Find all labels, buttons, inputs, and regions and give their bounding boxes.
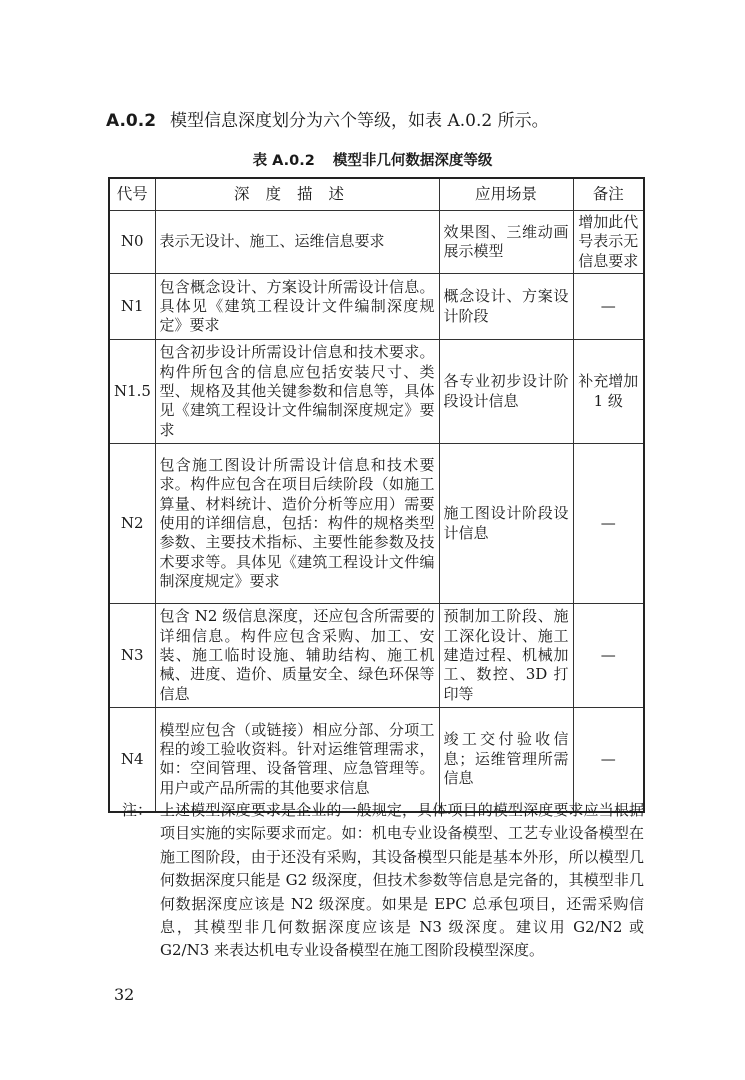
table-footnote xyxy=(122,799,644,963)
page-number: 32 xyxy=(114,985,135,1004)
table-caption xyxy=(0,151,745,171)
row-scenario: 概念设计、方案设计阶段 xyxy=(439,274,573,340)
row-code: N3 xyxy=(109,604,155,708)
header-description: 深度描述 xyxy=(155,178,439,211)
header-code: 代号 xyxy=(109,178,155,211)
table-row xyxy=(109,340,644,444)
row-note: 增加此代号表示无信息要求 xyxy=(573,211,644,274)
section-text: 模型信息深度划分为六个等级，如表 A.0.2 所示。 xyxy=(170,111,549,131)
table-row xyxy=(109,444,644,604)
footnote-text: 上述模型深度要求是企业的一般规定，具体项目的模型深度要求应当根据项目实施的实际要求而定。如：机电专业设备模型、工艺专业设备模型在施工图阶段，由于还没有采购，其设备模型只能是基本外形，所以模型几何数据深度只能是 G2 级深度，但技术参数等信息是完备的，其模型非几何数据深度应该是 N2 级深度。如果是 EPC 总承包项目，还需采购信息，其模型非几何数据深度应该是 N3 级深度。建议用 G2/N2 或 G2/N3 来表达机电专业设备模型在施工图阶段模型深度。 xyxy=(160,801,644,960)
row-code: N1.5 xyxy=(109,340,155,444)
header-scenario: 应用场景 xyxy=(439,178,573,211)
table-caption-number: 表 A.0.2 xyxy=(252,153,315,169)
row-note: — xyxy=(573,604,644,708)
table-header-row xyxy=(109,178,644,211)
row-code: N2 xyxy=(109,444,155,604)
row-scenario: 各专业初步设计阶段设计信息 xyxy=(439,340,573,444)
table-row xyxy=(109,274,644,340)
table-row xyxy=(109,211,644,274)
table-row xyxy=(109,708,644,812)
row-note: — xyxy=(573,708,644,812)
row-description: 包含初步设计所需设计信息和技术要求。构件所包含的信息应包括安装尺寸、类型、规格及其他关键参数和信息等，具体见《建筑工程设计文件编制深度规定》要求 xyxy=(155,340,439,444)
row-description: 模型应包含（或链接）相应分部、分项工程的竣工验收资料。针对运维管理需求，如：空间管理、设备管理、应急管理等。用户或产品所需的其他要求信息 xyxy=(155,708,439,812)
row-code: N0 xyxy=(109,211,155,274)
row-scenario: 竣工交付验收信息；运维管理所需信息 xyxy=(439,708,573,812)
row-description: 包含 N2 级信息深度，还应包含所需要的详细信息。构件应包含采购、加工、安装、施工临时设施、辅助结构、施工机械、进度、造价、质量安全、绿色环保等信息 xyxy=(155,604,439,708)
row-code: N4 xyxy=(109,708,155,812)
row-scenario: 预制加工阶段、施工深化设计、施工建造过程、机械加工、数控、3D 打印等 xyxy=(439,604,573,708)
table-row xyxy=(109,604,644,708)
row-note: — xyxy=(573,444,644,604)
row-scenario: 效果图、三维动画展示模型 xyxy=(439,211,573,274)
section-heading xyxy=(106,108,666,134)
header-note: 备注 xyxy=(573,178,644,211)
depth-table xyxy=(108,177,645,813)
row-code: N1 xyxy=(109,274,155,340)
row-description: 包含施工图设计所需设计信息和技术要求。构件应包含在项目后续阶段（如施工算量、材料统计、造价分析等应用）需要使用的详细信息，包括：构件的规格类型参数、主要技术指标、主要性能参数及技术要求等。具体见《建筑工程设计文件编制深度规定》要求 xyxy=(155,444,439,604)
row-scenario: 施工图设计阶段设计信息 xyxy=(439,444,573,604)
row-description: 表示无设计、施工、运维信息要求 xyxy=(155,211,439,274)
footnote-label: 注： xyxy=(122,801,153,819)
table-caption-title: 模型非几何数据深度等级 xyxy=(332,153,493,169)
row-note: 补充增加 1 级 xyxy=(573,340,644,444)
row-description: 包含概念设计、方案设计所需设计信息。具体见《建筑工程设计文件编制深度规定》要求 xyxy=(155,274,439,340)
row-note: — xyxy=(573,274,644,340)
section-number: A.0.2 xyxy=(106,111,157,131)
